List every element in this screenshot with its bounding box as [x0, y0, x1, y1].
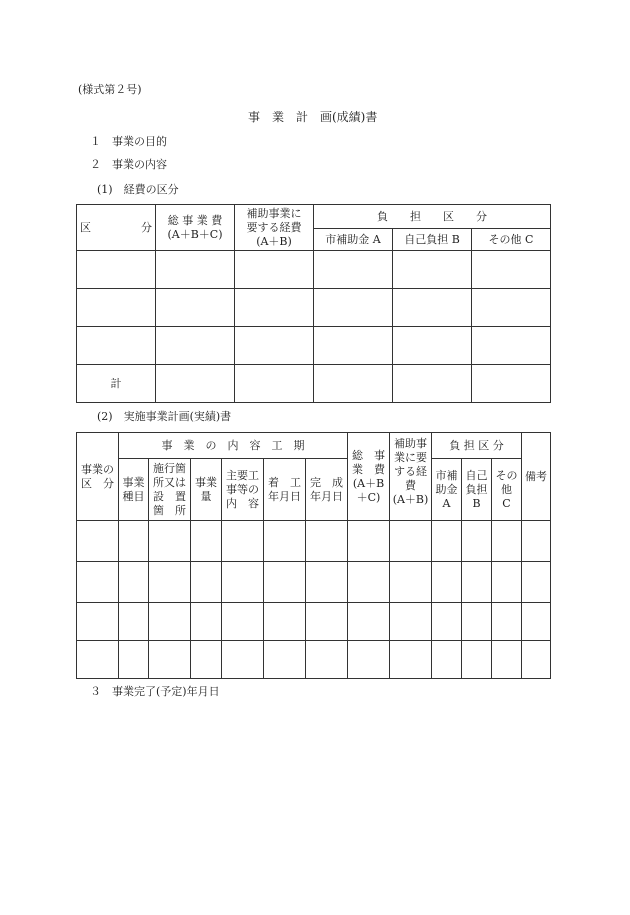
- table-cell: [77, 641, 119, 679]
- header-city-subsidy: 市補助金 A: [314, 229, 393, 251]
- total-row: [77, 365, 551, 403]
- table-cell: [191, 562, 222, 603]
- table-cell: [472, 251, 551, 289]
- table-row: [77, 289, 551, 327]
- table-cell: [492, 521, 522, 562]
- table-cell: [306, 521, 348, 562]
- table-cell: [432, 562, 462, 603]
- table-cell: [492, 562, 522, 603]
- header-burden: 負 担 区 分: [314, 205, 551, 229]
- table-cell: [348, 603, 390, 641]
- table-cell: [119, 641, 149, 679]
- header-subsidy-cost: [235, 205, 314, 251]
- header-subsidy-cost: 補助事 業に要 する経 費 (A＋B): [390, 433, 432, 521]
- table-cell: [149, 562, 191, 603]
- table-cell: [222, 521, 264, 562]
- header-amount: 事業 量: [191, 459, 222, 521]
- table-cell: [77, 289, 156, 327]
- header-content-period: 事 業 の 内 容 工 期: [119, 433, 348, 459]
- header-total-cost: 総 事 業 費 (A＋B ＋C): [348, 433, 390, 521]
- table-cell: [390, 521, 432, 562]
- plan-table: [76, 432, 551, 679]
- header-total-line2: (A＋B＋C): [167, 227, 223, 241]
- table-cell: [149, 603, 191, 641]
- table-cell: [462, 562, 492, 603]
- header-total-line1: 総 事 業 費: [167, 213, 223, 227]
- table-cell: [432, 641, 462, 679]
- section-purpose: １ 事業の目的: [90, 135, 167, 148]
- header-self-burden: 自己負担 B: [393, 229, 472, 251]
- table-cell: [472, 327, 551, 365]
- table-cell: [306, 641, 348, 679]
- table-cell: [222, 562, 264, 603]
- header-self-burden: 自己 負担 B: [462, 459, 492, 521]
- table-cell: [264, 603, 306, 641]
- table-cell: [348, 521, 390, 562]
- table-cell: [191, 641, 222, 679]
- table-cell: [119, 562, 149, 603]
- subsection-plan: (2) 実施事業計画(実績)書: [97, 410, 232, 423]
- table-cell: [222, 603, 264, 641]
- table-cell: [314, 365, 393, 403]
- table-cell: [522, 562, 551, 603]
- table-cell: [390, 641, 432, 679]
- header-finish-date: 完 成 年月日: [306, 459, 348, 521]
- table-cell: [522, 603, 551, 641]
- table-cell: [393, 251, 472, 289]
- table-row: [77, 327, 551, 365]
- table-cell: [390, 562, 432, 603]
- header-remarks: 備考: [522, 433, 551, 521]
- table-cell: [462, 603, 492, 641]
- table-row: [77, 251, 551, 289]
- table-cell: [393, 327, 472, 365]
- table-cell: [314, 289, 393, 327]
- table-cell: [77, 521, 119, 562]
- header-subsidy-line3: (A＋B): [256, 234, 292, 248]
- table-cell: [77, 562, 119, 603]
- subsection-expense: (1) 経費の区分: [97, 183, 179, 196]
- table-cell: [306, 603, 348, 641]
- table-cell: [393, 365, 472, 403]
- table-cell: [235, 327, 314, 365]
- table-row: [77, 641, 551, 679]
- table-cell: [492, 603, 522, 641]
- table-cell: [393, 289, 472, 327]
- table-cell: [222, 641, 264, 679]
- header-kubun: 区 分: [77, 205, 156, 251]
- table-cell: [264, 562, 306, 603]
- table-cell: [119, 521, 149, 562]
- table-cell: [156, 327, 235, 365]
- table-cell: [492, 641, 522, 679]
- table-cell: [77, 603, 119, 641]
- table-cell: [462, 521, 492, 562]
- table-cell: [235, 289, 314, 327]
- section-content: ２ 事業の内容: [90, 158, 167, 171]
- section-completion-date: ３ 事業完了(予定)年月日: [90, 685, 220, 698]
- table-cell: [348, 641, 390, 679]
- table-cell: [472, 365, 551, 403]
- table-cell: [432, 521, 462, 562]
- header-total-cost: [156, 205, 235, 251]
- table-cell: [191, 521, 222, 562]
- header-other: その 他 C: [492, 459, 522, 521]
- table-cell: [149, 521, 191, 562]
- table-cell: [156, 251, 235, 289]
- table-cell: [149, 641, 191, 679]
- table-cell: [390, 603, 432, 641]
- table-cell: [522, 641, 551, 679]
- expense-table: [76, 204, 551, 403]
- table-cell: [314, 327, 393, 365]
- header-location: 施行箇 所又は 設 置 箇 所: [149, 459, 191, 521]
- table-cell: [472, 289, 551, 327]
- table-cell: [314, 251, 393, 289]
- table-cell: [522, 521, 551, 562]
- table-cell: [264, 521, 306, 562]
- table-cell: [432, 603, 462, 641]
- header-subsidy-line1: 補助事業に: [246, 206, 302, 220]
- header-start-date: 着 工 年月日: [264, 459, 306, 521]
- table-cell: [191, 603, 222, 641]
- header-main-work: 主要工 事等の 内 容: [222, 459, 264, 521]
- table-row: [77, 562, 551, 603]
- header-type: 事業 種目: [119, 459, 149, 521]
- total-label: 計: [77, 365, 156, 403]
- table-cell: [156, 365, 235, 403]
- header-kubun: 事業の 区 分: [77, 433, 119, 521]
- table-cell: [348, 562, 390, 603]
- form-number: (様式第２号): [78, 83, 142, 96]
- table-cell: [235, 251, 314, 289]
- table-cell: [306, 562, 348, 603]
- header-other: その他 C: [472, 229, 551, 251]
- document-title: 事 業 計 画(成績)書: [248, 110, 378, 124]
- header-city-subsidy: 市補 助金 A: [432, 459, 462, 521]
- table-cell: [77, 251, 156, 289]
- table-cell: [77, 327, 156, 365]
- table-row: [77, 521, 551, 562]
- table-cell: [462, 641, 492, 679]
- table-row: [77, 603, 551, 641]
- header-burden: 負 担 区 分: [432, 433, 522, 459]
- table-cell: [156, 289, 235, 327]
- table-cell: [264, 641, 306, 679]
- table-cell: [235, 365, 314, 403]
- header-subsidy-line2: 要する経費: [246, 220, 302, 234]
- table-cell: [119, 603, 149, 641]
